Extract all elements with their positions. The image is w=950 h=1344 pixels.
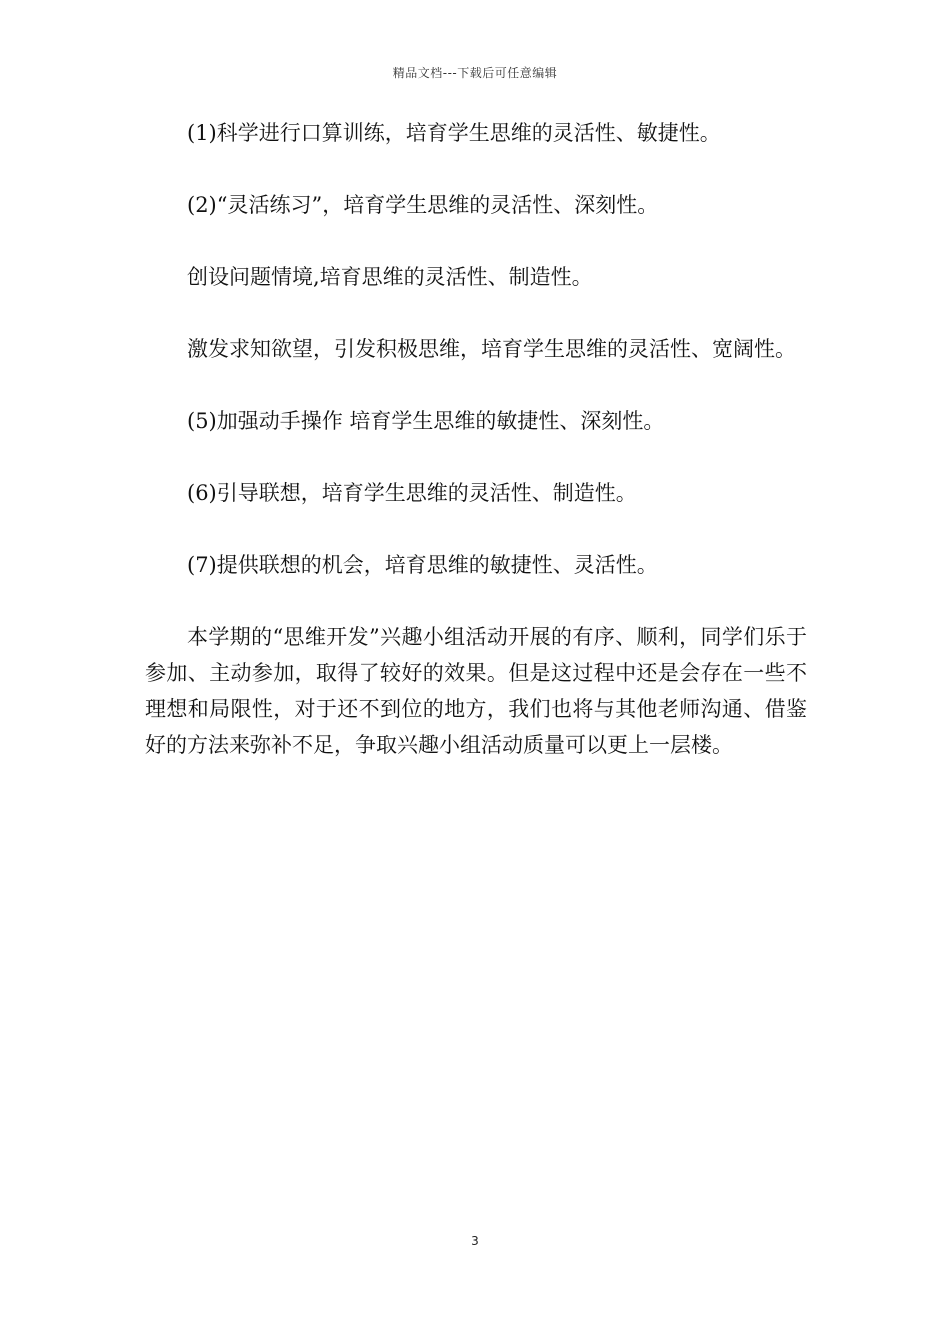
document-body — [145, 115, 807, 799]
paragraph-1: (1)科学进行口算训练，培育学生思维的灵活性、敏捷性。 — [187, 121, 721, 145]
paragraph-summary: 本学期的“思维开发”兴趣小组活动开展的有序、顺利，同学们乐于参加、主动参加，取得了较好的效果。但是这过程中还是会存在一些不理想和局限性，对于还不到位的地方，我们也将与其他老师沟通、借鉴好的方法来弥补不足，争取兴趣小组活动质量可以更上一层楼。 — [145, 625, 807, 757]
paragraph-4: 激发求知欲望，引发积极思维，培育学生思维的灵活性、宽阔性。 — [187, 337, 796, 361]
paragraph-6: (6)引导联想，培育学生思维的灵活性、制造性。 — [187, 481, 637, 505]
paragraph-7: (7)提供联想的机会，培育思维的敏捷性、灵活性。 — [187, 553, 658, 577]
page-number: 3 — [471, 1234, 479, 1248]
paragraph-3: 创设问题情境,培育思维的灵活性、制造性。 — [187, 265, 593, 289]
paragraph-5: (5)加强动手操作 培育学生思维的敏捷性、深刻性。 — [187, 409, 665, 433]
paragraph-2: (2)“灵活练习”，培育学生思维的灵活性、深刻性。 — [187, 193, 659, 217]
page-header: 精品文档---下载后可任意编辑 — [392, 66, 558, 80]
